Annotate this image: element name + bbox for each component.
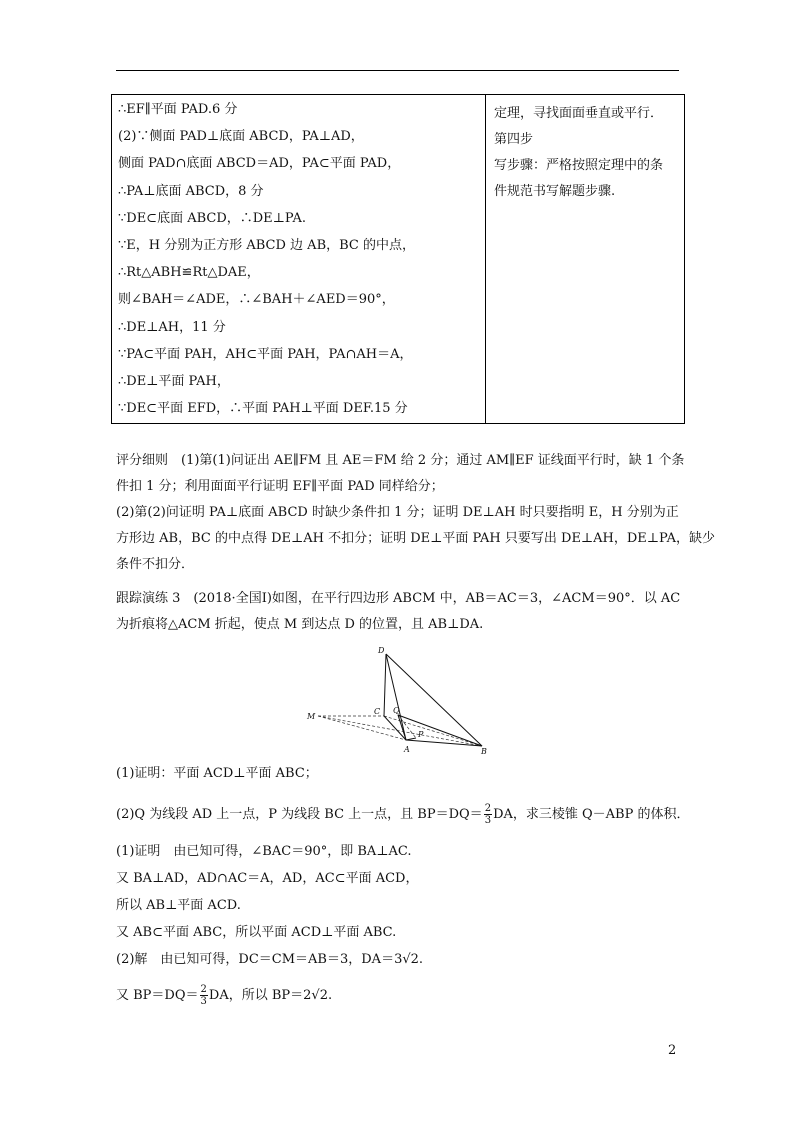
question-2: [116, 799, 690, 831]
table-left-line: ∵E，H 分别为正方形 ABCD 边 AB，BC 的中点，: [118, 237, 415, 253]
fraction: [200, 984, 208, 1007]
table-left-line: ∴PA⊥底面 ABCD，8 分: [118, 183, 264, 199]
question-1: [116, 762, 686, 786]
solution-last-line: [116, 980, 686, 1012]
exercise-line: 为折痕将△ACM 折起，使点 M 到达点 D 的位置，且 AB⊥DA.: [116, 617, 484, 632]
fraction-denominator: 3: [484, 815, 492, 826]
question-1-text: (1)证明：平面 ACD⊥平面 ABC；: [116, 766, 318, 781]
header-rule: [116, 70, 679, 71]
edge-MA: [318, 716, 406, 740]
fraction-numerator: 2: [200, 984, 207, 995]
edge-DA: [386, 654, 406, 740]
scoring-line: (2)第(2)问证明 PA⊥底面 ABCD 时缺少条件扣 1 分；证明 DE⊥AH 时只要指明 E，H 分别为正: [116, 505, 679, 520]
table-left-line: ∴EF∥平面 PAD.6 分: [118, 102, 238, 117]
scoring-line: 方形边 AB，BC 的中点得 DE⊥AH 不扣分；证明 DE⊥平面 PAH 只要写出 DE⊥AH，DE⊥PA，缺少: [116, 531, 715, 546]
label-B: B: [481, 747, 487, 756]
solution-line: 又 AB⊂平面 ABC，所以平面 ACD⊥平面 ABC.: [116, 925, 397, 940]
solution: [116, 838, 686, 973]
scoring-line: 件扣 1 分；利用面面平行证明 EF∥平面 PAD 同样给分；: [116, 479, 444, 494]
edge-DC: [384, 654, 386, 716]
scoring-line: 评分细则 (1)第(1)问证出 AE∥FM 且 AE＝FM 给 2 分；通过 AM∥EF 证线面平行时，缺 1 个条: [116, 453, 685, 468]
label-Q: Q: [393, 706, 400, 715]
label-P: P: [418, 730, 424, 739]
table-divider: [485, 95, 486, 423]
table-left-line: ∴Rt△ABH≌Rt△DAE，: [118, 265, 260, 281]
scoring-line: 条件不扣分．: [116, 557, 195, 572]
question-2-before: (2)Q 为线段 AD 上一点，P 为线段 BC 上一点，且 BP＝DQ＝: [116, 807, 483, 822]
table-left-line: ∵PA⊂平面 PAH，AH⊂平面 PAH，PA∩AH＝A，: [118, 346, 413, 362]
solution-last-after: DA，所以 BP＝2√2.: [208, 988, 333, 1003]
fraction: [484, 803, 492, 826]
edge-AP: [406, 738, 416, 740]
table-left-line: ∴DE⊥AH，11 分: [118, 319, 226, 335]
table-left-line: ∵DE⊂底面 ABCD，∴DE⊥PA.: [118, 210, 306, 226]
table-right-column: [494, 101, 680, 205]
exercise-statement: [116, 586, 686, 638]
table-right-line: 件规范书写解题步骤.: [494, 184, 616, 199]
solution-last: [116, 980, 686, 1012]
label-A: A: [404, 745, 410, 754]
label-D: D: [378, 646, 385, 655]
table-left-column: [118, 99, 482, 425]
question-2-after: DA，求三棱锥 Q－ABP 的体积．: [493, 807, 690, 822]
table-left-line: (2)∵侧面 PAD⊥底面 ABCD，PA⊥AD，: [118, 129, 364, 145]
geometry-figure: [300, 642, 500, 760]
solution-line: (1)证明 由已知可得，∠BAC＝90°，即 BA⊥AC.: [116, 844, 412, 859]
page-number: 2: [668, 1043, 677, 1058]
fraction-denominator: 3: [200, 996, 207, 1007]
table-right-line: 定理，寻找面面垂直或平行．: [494, 106, 664, 121]
label-C: C: [374, 707, 381, 716]
edge-QB: [398, 715, 482, 746]
table-left-line: ∴DE⊥平面 PAH，: [118, 373, 230, 389]
scoring-rules: [116, 448, 715, 578]
table-right-line: 第四步: [494, 132, 534, 147]
solution-last-before: 又 BP＝DQ＝: [116, 988, 199, 1003]
table-right-line: 写步骤：严格按照定理中的条: [494, 158, 664, 173]
edge-AB: [406, 740, 482, 746]
table-left-line: 则∠BAH＝∠ADE，∴∠BAH＋∠AED＝90°，: [118, 292, 395, 308]
exercise-line: 跟踪演练 3 (2018·全国Ⅰ)如图，在平行四边形 ABCM 中，AB＝AC＝3，∠ACM＝90°．以 AC: [116, 591, 681, 606]
solution-line: (2)解 由已知可得，DC＝CM＝AB＝3，DA＝3√2.: [116, 952, 424, 967]
solution-line: 所以 AB⊥平面 ACD.: [116, 898, 241, 913]
question-2-text: [116, 799, 690, 831]
fraction-numerator: 2: [484, 803, 492, 814]
table-left-line: 侧面 PAD∩底面 ABCD＝AD，PA⊂平面 PAD，: [118, 156, 401, 172]
edge-DB: [386, 654, 482, 746]
table-left-line: ∵DE⊂平面 EFD，∴平面 PAH⊥平面 DEF.15 分: [118, 401, 408, 417]
label-M: M: [307, 712, 316, 721]
solution-line: 又 BA⊥AD，AD∩AC＝A，AD，AC⊂平面 ACD，: [116, 871, 419, 886]
solution-table: [111, 94, 685, 424]
